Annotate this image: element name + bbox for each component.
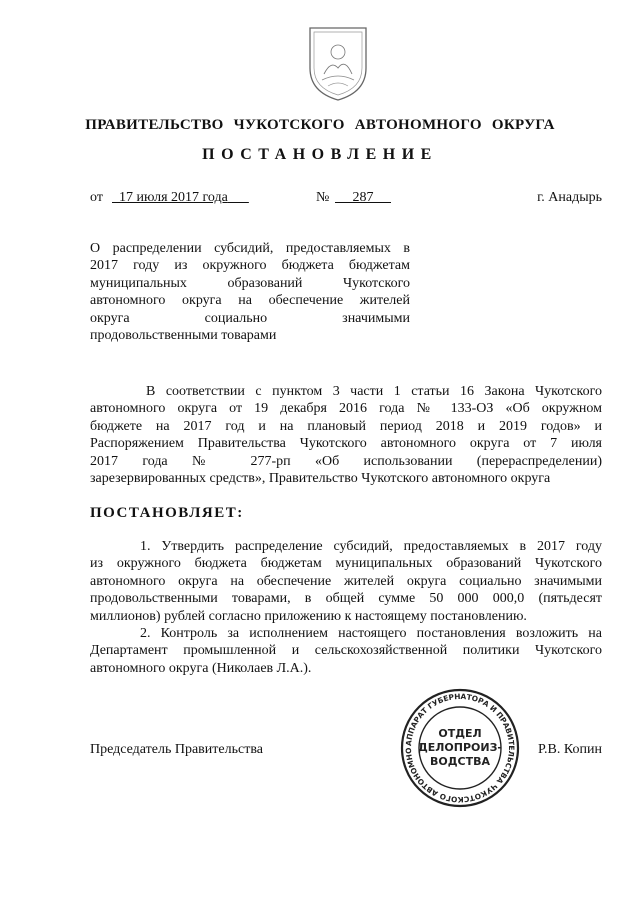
- svg-text:АППАРАТ ГУБЕРНАТОРА И ПРАВИТЕЛ: АППАРАТ ГУБЕРНАТОРА И ПРАВИТЕЛЬСТВА ЧУКОТСКОГО АВТОНОМНО: [403, 691, 517, 805]
- coat-of-arms-emblem: [304, 22, 372, 104]
- decree-date: 17 июля 2017 года: [119, 190, 228, 205]
- subject-line: округа социально значимыми: [90, 310, 410, 326]
- subject-line: О распределении субсидий, предоставляемых в: [90, 241, 410, 256]
- item-2-line: 2. Контроль за исполнением настоящего постановления возложить на: [140, 626, 602, 642]
- subject-line: автономного округа на обеспечение жителей: [90, 293, 410, 309]
- date-prefix: от: [90, 190, 103, 205]
- decree-number: 287: [352, 190, 374, 205]
- preamble-line: автономного округа от 19 декабря 2016 года № 133-ОЗ «Об окружном: [90, 401, 602, 417]
- decree-body: [90, 538, 602, 677]
- preamble-line: бюджете на 2017 год и на плановый период 2018 и 2019 годов» и: [90, 418, 602, 434]
- decree-subject: [90, 240, 410, 344]
- government-title: ПРАВИТЕЛЬСТВО ЧУКОТСКОГО АВТОНОМНОГО ОКРУГА: [85, 117, 555, 133]
- signatory-position: Председатель Правительства: [90, 742, 263, 757]
- document-type-title: ПОСТАНОВЛЕНИЕ: [202, 146, 438, 163]
- subject-line: муниципальных образований Чукотского: [90, 275, 410, 291]
- city: г. Анадырь: [537, 190, 602, 205]
- preamble-line: зарезервированных средств», Правительство Чукотского автономного округа: [90, 471, 551, 487]
- stamp-line: ОТДЕЛ: [438, 727, 482, 740]
- number-prefix: №: [316, 190, 330, 205]
- resolves-heading: ПОСТАНОВЛЯЕТ:: [90, 505, 244, 521]
- item-2-line: автономного округа (Николаев Л.А.).: [90, 660, 312, 676]
- preamble: [90, 383, 602, 487]
- subject-line: 2017 году из окружного бюджета бюджетам: [90, 258, 410, 274]
- item-1-line: миллионов) рублей согласно приложению к настоящему постановлению.: [90, 608, 527, 624]
- item-1-line: из окружного бюджета бюджетам муниципальных образований Чукотского: [90, 556, 602, 572]
- item-2-line: Департамент промышленной и сельскохозяйственной политики Чукотского: [90, 643, 602, 659]
- signatory-name: Р.В. Копин: [538, 742, 602, 757]
- preamble-line: В соответствии с пунктом 3 части 1 статьи 16 Закона Чукотского: [146, 384, 602, 399]
- subject-line: продовольственными товарами: [90, 328, 277, 344]
- item-1-line: 1. Утвердить распределение субсидий, предоставляемых в 2017 году: [140, 539, 602, 554]
- decree-meta-row: [90, 190, 602, 210]
- item-1-line: продовольственными товарами, в общей сумме 50 000 000,0 (пятьдесят: [90, 591, 602, 607]
- stamp-line: ВОДСТВА: [429, 755, 490, 768]
- preamble-line: 2017 года № 277-рп «Об использовании (перераспределении): [90, 453, 602, 469]
- stamp-line: ДЕЛОПРОИЗ-: [417, 741, 502, 754]
- preamble-line: Распоряжением Правительства Чукотского автономного округа от 7 июля: [90, 436, 602, 452]
- stamp-center-text: [400, 688, 520, 808]
- item-1-line: автономного округа на обеспечение жителей округа социально значимыми: [90, 573, 602, 589]
- office-stamp: [400, 688, 520, 808]
